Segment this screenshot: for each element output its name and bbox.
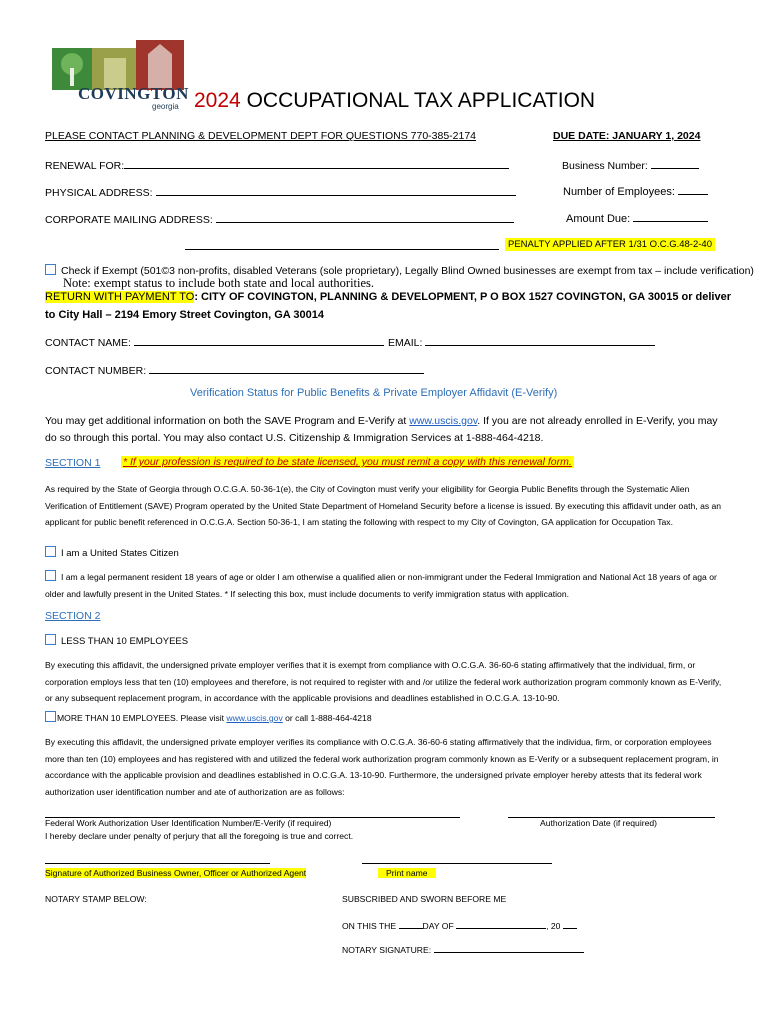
- return-text: : CITY OF COVINGTON, PLANNING & DEVELOPMENT, P O BOX 1527 COVINGTON, GA 30015 or deliver: [194, 291, 732, 303]
- mailing-address-label: CORPORATE MAILING ADDRESS:: [45, 214, 213, 226]
- section-1-label: SECTION 1: [45, 457, 101, 469]
- mailing-address-line2[interactable]: [185, 237, 499, 255]
- physical-address-field[interactable]: [45, 184, 516, 199]
- year-label: , 20: [546, 921, 561, 931]
- section-2-label: SECTION 2: [45, 610, 101, 622]
- return-address-line2: to City Hall – 2194 Emory Street Covington, GA 30014: [45, 309, 324, 321]
- verification-paragraph: [45, 413, 735, 447]
- employees-label: Number of Employees:: [563, 186, 675, 198]
- email-field[interactable]: [388, 334, 655, 349]
- amount-due-field[interactable]: [566, 210, 708, 225]
- business-number-label: Business Number:: [562, 160, 648, 172]
- verification-text-a: You may get additional information on both the SAVE Program and E-Verify at: [45, 415, 407, 427]
- return-highlight: RETURN WITH PAYMENT TO: [45, 291, 195, 303]
- less-than-checkbox[interactable]: [45, 634, 56, 645]
- more-than-body: By executing this affidavit, the undersigned private employer verifies its compliance with O.C.G.A. 36-60-6 stating affirmatively that the individua, firm, or corporation employees more than ten (10) employees and has registered with and utilized the federal work authorization program commonly known as E-Verify or a subsequent replacement program, in accordance with the applicable provision and deadlines established in O.C.G.A. 13-10-90. Furthermore, the undersigned private employer hereby attests that its federal work authorization user identification number and ate of authorization are as follows:: [45, 737, 719, 797]
- penalty-notice: PENALTY APPLIED AFTER 1/31 O.C.G.48-2-40: [505, 238, 715, 251]
- exempt-note: Note: exempt status to include both state and local authorities.: [63, 276, 375, 290]
- exempt-checkbox[interactable]: [45, 264, 56, 275]
- more-than-option[interactable]: [45, 711, 372, 723]
- notary-signature-row[interactable]: [342, 943, 584, 955]
- contact-name-field[interactable]: [45, 334, 384, 349]
- contact-instructions: PLEASE CONTACT PLANNING & DEVELOPMENT DEPT FOR QUESTIONS 770-385-2174: [45, 130, 477, 142]
- page-title: [194, 89, 595, 113]
- business-number-field[interactable]: [562, 157, 699, 172]
- contact-number-field[interactable]: [45, 362, 424, 377]
- day-of-label: DAY OF: [422, 921, 454, 931]
- verification-text-c: do so through this portal. You may also contact U.S. Citizenship & Immigration Services at 1-888-464-4218.: [45, 432, 544, 444]
- title-text: OCCUPATIONAL TAX APPLICATION: [246, 89, 596, 112]
- more-than-checkbox[interactable]: [45, 711, 56, 722]
- resident-option[interactable]: [45, 569, 725, 602]
- section-1-note: * If your profession is required to be state licensed, you must remit a copy with this renewal form.: [123, 456, 572, 468]
- physical-address-label: PHYSICAL ADDRESS:: [45, 187, 153, 199]
- less-than-body: By executing this affidavit, the undersigned private employer verifies that it is exempt from compliance with O.C.G.A. 36-60-6 stating affirmatively that the individual, firm, or corporation employs less that ten (10) employees and therefore, is not required to register with and /or utilize the federal work authorization program commonly known as E-Verify, or any subsequent replacement program, in accordance with the applicable provisions and deadlines established in O.C.G.A. 13-10-90.: [45, 660, 722, 703]
- notary-stamp-label: NOTARY STAMP BELOW:: [45, 894, 147, 904]
- citizen-option[interactable]: [45, 546, 179, 559]
- less-than-label: LESS THAN 10 EMPLOYEES: [61, 636, 189, 647]
- section-1-body: As required by the State of Georgia through O.C.G.A. 50-36-1(e), the City of Covington must verify your eligibility for Georgia Public Benefits through the Systematic Alien Verification of Entitlement (SAVE) Program operated by the United State Department of Homeland Security before a license is issued. By executing this affidavit under oath, as an applicant for public benefit referenced in O.C.G.A. Section 50-36-1, I am stating the following with respect to my City of Covington, GA application for Occupation Tax.: [45, 484, 722, 527]
- logo-text: COVINGTON: [78, 84, 189, 103]
- resident-checkbox[interactable]: [45, 570, 56, 581]
- exempt-label: Check if Exempt (501©3 non-profits, disabled Veterans (sole proprietary), Legally Blind Owned businesses are exempt from tax – include verification): [61, 265, 754, 277]
- authorization-date-label: Authorization Date (if required): [540, 818, 658, 828]
- on-this-label: ON THIS THE: [342, 921, 397, 931]
- signature-line[interactable]: [45, 851, 270, 869]
- amount-due-label: Amount Due:: [566, 213, 631, 225]
- notary-signature-label: NOTARY SIGNATURE:: [342, 945, 432, 955]
- mailing-address-field[interactable]: [45, 211, 514, 226]
- perjury-statement: I hereby declare under penalty of perjury that all the foregoing is true and correct.: [45, 831, 354, 841]
- employees-field[interactable]: [563, 183, 708, 198]
- contact-number-label: CONTACT NUMBER:: [45, 365, 147, 377]
- renewal-for-label: RENEWAL FOR:: [45, 160, 125, 172]
- less-than-option[interactable]: [45, 634, 188, 647]
- print-name-label: Print name: [378, 868, 436, 878]
- sworn-date-row[interactable]: [342, 919, 577, 931]
- more-than-phone: or call 1-888-464-4218: [285, 713, 372, 723]
- fwa-label: Federal Work Authorization User Identification Number/E-Verify (if required): [45, 818, 332, 828]
- verification-heading: Verification Status for Public Benefits & Private Employer Affidavit (E-Verify): [190, 387, 558, 399]
- more-than-label: MORE THAN 10 EMPLOYEES. Please visit: [57, 713, 224, 723]
- citizen-checkbox[interactable]: [45, 546, 56, 557]
- logo-subtext: georgia: [152, 102, 179, 111]
- sworn-label: SUBSCRIBED AND SWORN BEFORE ME: [342, 894, 507, 904]
- return-address: [45, 291, 731, 303]
- resident-label: I am a legal permanent resident 18 years of age or older I am otherwise a qualified alien or non-immigrant under the Federal Immigration and National Act 18 years of aga or older and lawfully present in the United States. * If selecting this box, must include documents to verify immigration status with application.: [45, 572, 717, 599]
- citizen-label: I am a United States Citizen: [61, 548, 179, 559]
- email-label: EMAIL:: [388, 337, 423, 349]
- renewal-for-field[interactable]: [45, 157, 509, 172]
- signature-label: Signature of Authorized Business Owner, Officer or Authorized Agent: [45, 868, 307, 878]
- print-name-line[interactable]: [362, 851, 552, 869]
- contact-name-label: CONTACT NAME:: [45, 337, 131, 349]
- uscis-link-2[interactable]: www.uscis.gov: [226, 713, 283, 723]
- title-year: 2024: [194, 89, 241, 112]
- uscis-link[interactable]: www.uscis.gov: [409, 415, 478, 427]
- verification-text-b: . If you are not already enrolled in E-Verify, you may: [477, 415, 718, 427]
- due-date: DUE DATE: JANUARY 1, 2024: [553, 130, 701, 142]
